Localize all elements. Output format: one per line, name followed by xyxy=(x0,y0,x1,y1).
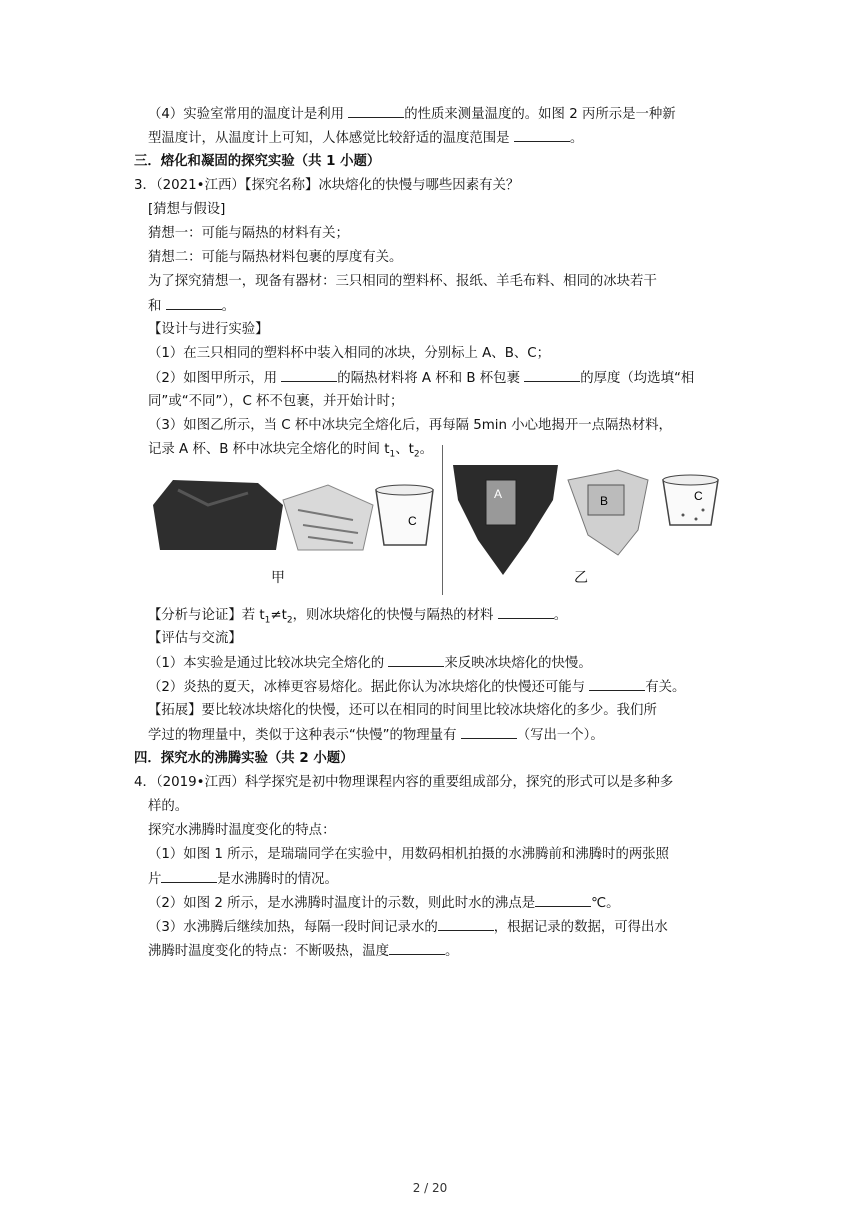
answer-blank[interactable] xyxy=(438,916,494,931)
cup-label-a: A xyxy=(494,487,503,501)
question-4-line: （3）水沸腾后继续加热，每隔一段时间记录水的 ，根据记录的数据，可得出水 xyxy=(148,916,668,939)
question-2-4-line-1: （4）实验室常用的温度计是利用 的性质来测量温度的。如图 2 丙所示是一种新 xyxy=(148,103,676,126)
answer-blank[interactable] xyxy=(281,367,337,382)
question-4-line: 样的。 xyxy=(148,799,189,814)
cup-illustrations xyxy=(148,465,724,600)
answer-blank[interactable] xyxy=(535,892,591,907)
question-3-line: 学过的物理量中，类似于这种表示“快慢”的物理量有 （写出一个）。 xyxy=(148,724,604,747)
question-3-title: 3．（2021•江西）【探究名称】冰块熔化的快慢与哪些因素有关？ xyxy=(134,178,520,193)
question-3-line: 【分析与论证】若 $t_1\ne t_2$，则冰块熔化的快慢与隔热的材料 。 xyxy=(148,604,567,632)
cup-label-b: B xyxy=(600,494,609,508)
cup-c-right-shape xyxy=(663,480,718,525)
answer-blank[interactable] xyxy=(589,676,645,691)
answer-blank[interactable] xyxy=(514,127,570,142)
cup-label-c-left: C xyxy=(408,514,417,528)
question-4-line: 沸腾时温度变化的特点：不断吸热，温度 。 xyxy=(148,940,458,963)
question-3-line: （2）如图甲所示，用 的隔热材料将 A 杯和 B 杯包裹 的厚度（均选填“相 xyxy=(148,367,694,390)
question-4-line: （1）如图 1 所示，是瑞瑞同学在实验中，用数码相机拍摄的水沸腾前和沸腾时的两张照 xyxy=(148,847,670,862)
caption-yi: 乙 xyxy=(574,570,588,586)
answer-blank[interactable] xyxy=(389,940,445,955)
question-4-line: 片 是水沸腾时的情况。 xyxy=(148,868,338,891)
answer-blank[interactable] xyxy=(348,103,404,118)
question-3-line: 猜想二：可能与隔热材料包裹的厚度有关。 xyxy=(148,250,403,265)
question-4-line: （2）如图 2 所示，是水沸腾时温度计的示数，则此时水的沸点是 ℃。 xyxy=(148,892,620,915)
question-3-line: 【拓展】要比较冰块熔化的快慢，还可以在相同的时间里比较冰块熔化的多少。我们所 xyxy=(148,703,657,718)
answer-blank[interactable] xyxy=(524,367,580,382)
section-heading-3: 三．熔化和凝固的探究实验（共 1 小题） xyxy=(134,154,381,169)
question-2-4-line-2: 型温度计，从温度计上可知，人体感觉比较舒适的温度范围是 。 xyxy=(148,127,583,150)
section-heading-4: 四．探究水的沸腾实验（共 2 小题） xyxy=(134,751,354,766)
experiment-figure xyxy=(148,465,724,615)
question-3-line: [猜想与假设] xyxy=(148,202,226,217)
answer-blank[interactable] xyxy=(461,724,517,739)
question-3-line: （3）如图乙所示，当 C 杯中冰块完全熔化后，再每隔 5min 小心地揭开一点隔热材料， xyxy=(148,418,672,433)
question-3-line: （1）在三只相同的塑料杯中装入相同的冰块，分别标上 A、B、C； xyxy=(148,346,551,361)
question-3-line: 同”或“不同”），C 杯不包裹，并开始计时； xyxy=(148,394,404,409)
figure-divider xyxy=(442,445,443,595)
answer-blank[interactable] xyxy=(166,295,222,310)
answer-blank[interactable] xyxy=(388,652,444,667)
question-3-line: （2）炎热的夏天，冰棒更容易熔化。据此你认为冰块熔化的快慢还可能与 有关。 xyxy=(148,676,685,699)
question-4-line: 探究水沸腾时温度变化的特点： xyxy=(148,823,336,838)
question-3-line: 和 。 xyxy=(148,295,235,318)
cup-label-c-right: C xyxy=(694,489,703,503)
question-3-line: 为了探究猜想一，现备有器材：三只相同的塑料杯、报纸、羊毛布料、相同的冰块若干 xyxy=(148,274,657,289)
page-number: 2 / 20 xyxy=(412,1181,448,1195)
question-3-line: 【设计与进行实验】 xyxy=(148,322,269,337)
question-3-line: 记录 A 杯、B 杯中冰块完全熔化的时间 $t_1$、$t_2$。 xyxy=(148,442,433,460)
cup-c-left-shape xyxy=(376,490,433,545)
question-3-line: 【评估与交流】 xyxy=(148,631,242,646)
question-4-title: 4．（2019•江西）科学探究是初中物理课程内容的重要组成部分，探究的形式可以是多种多 xyxy=(134,775,674,790)
answer-blank[interactable] xyxy=(161,868,217,883)
wrapped-cup-a-shape xyxy=(153,480,283,550)
caption-jia: 甲 xyxy=(271,570,285,586)
question-3-line: （1）本实验是通过比较冰块完全熔化的 来反映冰块熔化的快慢。 xyxy=(148,652,592,675)
answer-blank[interactable] xyxy=(498,604,554,619)
question-3-line: 猜想一：可能与隔热的材料有关； xyxy=(148,226,349,241)
